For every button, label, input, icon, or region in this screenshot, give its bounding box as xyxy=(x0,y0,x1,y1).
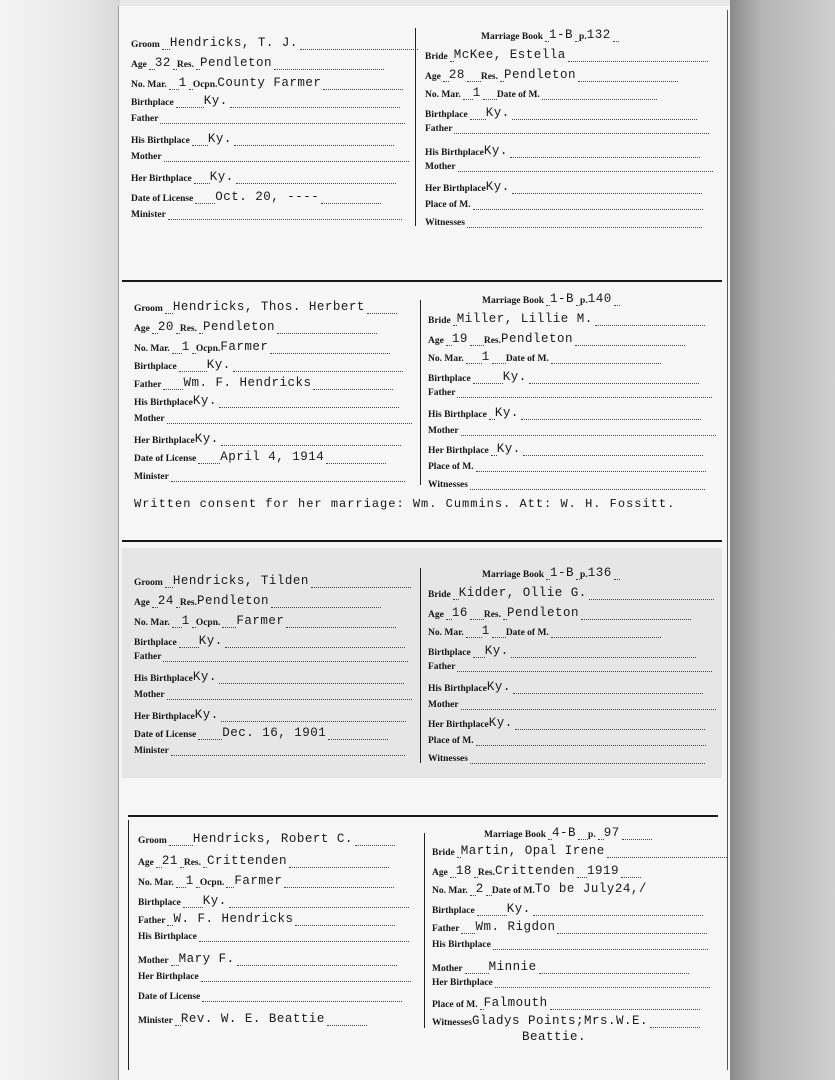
mother-label: Mother xyxy=(428,426,459,436)
bride-no-mar: 1 xyxy=(481,624,490,638)
groom-ocpn: Farmer xyxy=(220,340,269,354)
age-label: Age xyxy=(138,858,154,868)
res-label: Res. xyxy=(483,610,501,620)
bride-res: Pendleton xyxy=(501,332,574,346)
divider xyxy=(128,820,129,1070)
birthplace-label: Birthplace xyxy=(134,638,177,648)
groom-birthplace: Ky. xyxy=(198,634,223,648)
divider xyxy=(424,833,425,1028)
his-birthplace-label: His Birthplace xyxy=(425,148,484,158)
page-label: p. xyxy=(580,296,588,306)
date-of-m-label: Date of M. xyxy=(505,354,549,364)
bride-age: 16 xyxy=(451,606,468,620)
date-of-m-label: Date of M. xyxy=(496,90,540,100)
marriage-book-number: 1-B xyxy=(549,28,574,42)
no-mar-label: No. Mar. xyxy=(138,878,174,888)
age-label: Age xyxy=(134,598,150,608)
minister-label: Minister xyxy=(131,210,166,220)
groom-age: 20 xyxy=(157,320,174,334)
res-label: Res. xyxy=(483,336,501,346)
bride-his-birthplace: Ky. xyxy=(483,144,508,158)
groom-age: 24 xyxy=(157,594,174,608)
res-label: Res. xyxy=(179,598,197,608)
marriage-book-label: Marriage Book xyxy=(484,830,547,840)
marriage-book-page: 132 xyxy=(586,28,611,42)
groom-label: Groom xyxy=(131,40,160,50)
no-mar-label: No. Mar. xyxy=(428,628,464,638)
groom-minister: Rev. W. E. Beattie xyxy=(180,1012,325,1026)
groom-no-mar: 1 xyxy=(178,76,187,90)
date-of-m-label: Date of M. xyxy=(505,628,549,638)
record-separator xyxy=(128,815,718,817)
groom-date-of-license: Dec. 16, 1901 xyxy=(222,726,327,740)
bride-place-of-m: Falmouth xyxy=(483,996,548,1010)
no-mar-label: No. Mar. xyxy=(134,618,170,628)
minister-label: Minister xyxy=(134,746,169,756)
mother-label: Mother xyxy=(425,162,456,172)
witnesses-label: Witnesses xyxy=(428,480,468,490)
groom-name: Hendricks, Thos. Herbert xyxy=(172,300,365,314)
groom-age: 32 xyxy=(154,56,171,70)
bride-birthplace: Ky. xyxy=(485,106,510,120)
marriage-book-label: Marriage Book xyxy=(482,570,545,580)
page-label: p. xyxy=(580,570,588,580)
ocpn-label: Ocpn. xyxy=(199,878,225,888)
marriage-book-label: Marriage Book xyxy=(481,32,544,42)
bride-label: Bride xyxy=(428,590,451,600)
birthplace-label: Birthplace xyxy=(432,906,475,916)
groom-no-mar: 1 xyxy=(185,874,194,888)
age-label: Age xyxy=(428,610,444,620)
no-mar-label: No. Mar. xyxy=(432,886,468,896)
date-of-license-label: Date of License xyxy=(138,992,201,1002)
bride-res-year: 1919 xyxy=(587,864,620,878)
date-of-m-label: Date of M. xyxy=(491,886,535,896)
bride-her-birthplace: Ky. xyxy=(485,180,510,194)
bride-his-birthplace: Ky. xyxy=(494,406,519,420)
groom-res: Pendleton xyxy=(197,594,270,608)
groom-his-birthplace: Ky. xyxy=(192,670,217,684)
her-birthplace-label: Her Birthplace xyxy=(432,978,493,988)
birthplace-label: Birthplace xyxy=(425,110,468,120)
no-mar-label: No. Mar. xyxy=(131,80,167,90)
bride-birthplace: Ky. xyxy=(484,644,509,658)
page-left-margin xyxy=(0,0,120,1080)
father-label: Father xyxy=(131,114,159,124)
groom-res: Crittenden xyxy=(207,854,288,868)
bride-date-of-m: To be July24,/ xyxy=(534,882,647,896)
minister-label: Minister xyxy=(134,472,169,482)
place-of-m-label: Place of M. xyxy=(432,1000,478,1010)
mother-label: Mother xyxy=(428,700,459,710)
divider xyxy=(727,10,728,1070)
bride-age: 28 xyxy=(448,68,465,82)
father-label: Father xyxy=(134,380,162,390)
groom-res: Pendleton xyxy=(200,56,273,70)
birthplace-label: Birthplace xyxy=(138,898,181,908)
bride-label: Bride xyxy=(432,848,455,858)
bride-age: 19 xyxy=(451,332,468,346)
marriage-book-page: 140 xyxy=(587,292,612,306)
bride-her-birthplace: Ky. xyxy=(488,716,513,730)
father-label: Father xyxy=(134,652,162,662)
bride-res: Crittenden xyxy=(495,864,576,878)
mother-label: Mother xyxy=(131,152,162,162)
father-label: Father xyxy=(432,924,460,934)
birthplace-label: Birthplace xyxy=(428,648,471,658)
groom-name: Hendricks, T. J. xyxy=(169,36,298,50)
bride-name: Miller, Lillie M. xyxy=(456,312,593,326)
bride-his-birthplace: Ky. xyxy=(486,680,511,694)
her-birthplace-label: Her Birthplace xyxy=(428,446,489,456)
groom-ocpn: Farmer xyxy=(234,874,283,888)
groom-ocpn: Farmer xyxy=(236,614,285,628)
his-birthplace-label: His Birthplace xyxy=(131,136,190,146)
groom-his-birthplace: Ky. xyxy=(192,394,217,408)
res-label: Res. xyxy=(179,324,197,334)
bride-no-mar: 2 xyxy=(475,882,484,896)
groom-no-mar: 1 xyxy=(181,614,190,628)
bride-father: Wm. Rigdon xyxy=(475,920,556,934)
his-birthplace-label: His Birthplace xyxy=(134,398,193,408)
age-label: Age xyxy=(425,72,441,82)
groom-birthplace: Ky. xyxy=(206,358,231,372)
groom-mother: Mary F. xyxy=(178,952,235,966)
res-label: Res. xyxy=(183,858,201,868)
age-label: Age xyxy=(134,324,150,334)
divider xyxy=(420,300,421,485)
no-mar-label: No. Mar. xyxy=(428,354,464,364)
mother-label: Mother xyxy=(134,414,165,424)
groom-date-of-license: April 4, 1914 xyxy=(220,450,325,464)
bride-birthplace: Ky. xyxy=(502,370,527,384)
groom-her-birthplace: Ky. xyxy=(194,432,219,446)
his-birthplace-label: His Birthplace xyxy=(134,674,193,684)
ocpn-label: Ocpn. xyxy=(192,80,218,90)
divider xyxy=(415,28,416,226)
groom-name: Hendricks, Tilden xyxy=(172,574,309,588)
bride-no-mar: 1 xyxy=(472,86,481,100)
her-birthplace-label: Her Birthplace xyxy=(134,712,195,722)
groom-father: Wm. F. Hendricks xyxy=(183,376,312,390)
divider xyxy=(420,568,421,763)
bride-age: 18 xyxy=(455,864,472,878)
marriage-book-number: 4-B xyxy=(552,826,577,840)
record-separator xyxy=(122,540,722,542)
witnesses-label: Witnesses xyxy=(425,218,465,228)
groom-label: Groom xyxy=(134,578,163,588)
her-birthplace-label: Her Birthplace xyxy=(428,720,489,730)
birthplace-label: Birthplace xyxy=(131,98,174,108)
father-label: Father xyxy=(428,388,456,398)
no-mar-label: No. Mar. xyxy=(134,344,170,354)
groom-his-birthplace: Ky. xyxy=(207,132,232,146)
bride-label: Bride xyxy=(425,52,448,62)
bride-no-mar: 1 xyxy=(481,350,490,364)
birthplace-label: Birthplace xyxy=(428,374,471,384)
groom-label: Groom xyxy=(134,304,163,314)
mother-label: Mother xyxy=(432,964,463,974)
his-birthplace-label: His Birthplace xyxy=(428,684,487,694)
witnesses-label: Witnesses xyxy=(432,1018,472,1028)
bride-witnesses-continued: Beattie. xyxy=(522,1030,587,1044)
bride-name: Martin, Opal Irene xyxy=(460,844,605,858)
bride-mother: Minnie xyxy=(488,960,537,974)
consent-note: Written consent for her marriage: Wm. Cummins. Att: W. H. Fossitt. xyxy=(134,497,676,511)
bride-birthplace: Ky. xyxy=(506,902,531,916)
bride-witnesses: Gladys Points;Mrs.W.E. xyxy=(471,1014,648,1028)
date-of-license-label: Date of License xyxy=(134,454,197,464)
groom-date-of-license: Oct. 20, ---- xyxy=(215,190,320,204)
bride-name: Kidder, Ollie G. xyxy=(458,586,587,600)
place-of-m-label: Place of M. xyxy=(428,736,474,746)
marriage-book-number: 1-B xyxy=(550,292,575,306)
minister-label: Minister xyxy=(138,1016,173,1026)
groom-birthplace: Ky. xyxy=(202,894,227,908)
groom-her-birthplace: Ky. xyxy=(209,170,234,184)
page-label: p. xyxy=(579,32,587,42)
page-label: p. xyxy=(588,830,596,840)
mother-label: Mother xyxy=(134,690,165,700)
marriage-book-number: 1-B xyxy=(550,566,575,580)
bride-res: Pendleton xyxy=(504,68,577,82)
groom-no-mar: 1 xyxy=(181,340,190,354)
age-label: Age xyxy=(428,336,444,346)
groom-birthplace: Ky. xyxy=(203,94,228,108)
place-of-m-label: Place of M. xyxy=(428,462,474,472)
bride-label: Bride xyxy=(428,316,451,326)
father-label: Father xyxy=(138,916,166,926)
birthplace-label: Birthplace xyxy=(134,362,177,372)
her-birthplace-label: Her Birthplace xyxy=(131,174,192,184)
groom-father: W. F. Hendricks xyxy=(173,912,294,926)
her-birthplace-label: Her Birthplace xyxy=(134,436,195,446)
age-label: Age xyxy=(131,60,147,70)
res-label: Res. xyxy=(477,868,495,878)
groom-ocpn: County Farmer xyxy=(217,76,322,90)
his-birthplace-label: His Birthplace xyxy=(138,932,197,942)
father-label: Father xyxy=(428,662,456,672)
record-separator xyxy=(122,280,722,282)
mother-label: Mother xyxy=(138,956,169,966)
groom-label: Groom xyxy=(138,836,167,846)
bride-res: Pendleton xyxy=(507,606,580,620)
marriage-book-page: 136 xyxy=(587,566,612,580)
place-of-m-label: Place of M. xyxy=(425,200,471,210)
marriage-book-label: Marriage Book xyxy=(482,296,545,306)
father-label: Father xyxy=(425,124,453,134)
groom-res: Pendleton xyxy=(203,320,276,334)
res-label: Res. xyxy=(176,60,194,70)
res-label: Res. xyxy=(480,72,498,82)
his-birthplace-label: His Birthplace xyxy=(428,410,487,420)
witnesses-label: Witnesses xyxy=(428,754,468,764)
age-label: Age xyxy=(432,868,448,878)
date-of-license-label: Date of License xyxy=(131,194,194,204)
ocpn-label: Ocpn. xyxy=(195,344,221,354)
ocpn-label: Ocpn. xyxy=(195,618,221,628)
bride-her-birthplace: Ky. xyxy=(496,442,521,456)
groom-name: Hendricks, Robert C. xyxy=(192,832,353,846)
page-right-edge xyxy=(730,0,835,1080)
marriage-book-page: 97 xyxy=(603,826,620,840)
date-of-license-label: Date of License xyxy=(134,730,197,740)
bride-name: McKee, Estella xyxy=(453,48,566,62)
groom-her-birthplace: Ky. xyxy=(194,708,219,722)
her-birthplace-label: Her Birthplace xyxy=(425,184,486,194)
his-birthplace-label: His Birthplace xyxy=(432,940,491,950)
no-mar-label: No. Mar. xyxy=(425,90,461,100)
groom-age: 21 xyxy=(161,854,178,868)
her-birthplace-label: Her Birthplace xyxy=(138,972,199,982)
